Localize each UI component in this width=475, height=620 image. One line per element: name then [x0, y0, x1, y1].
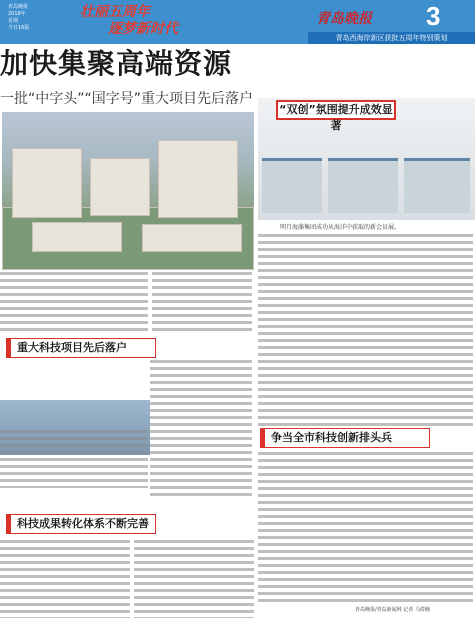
anniversary-slogan	[80, 4, 280, 40]
exhibit-booth	[262, 158, 322, 213]
paper-name: 青岛晚报	[316, 11, 372, 27]
byline: 青岛晚报/青岛新闻网 记者 马倩楠	[355, 607, 430, 613]
article-column	[0, 430, 148, 488]
building	[90, 158, 150, 216]
article-column	[0, 272, 148, 332]
masthead-bar	[0, 0, 475, 44]
masthead-info-line: 星期	[8, 18, 19, 24]
page-number: 3	[426, 1, 441, 31]
sub-headline: 一批“中字头”“国字号”重大项目先后落户	[0, 91, 254, 107]
exhibit-booth	[404, 158, 470, 213]
article-column	[0, 540, 130, 618]
building	[158, 140, 238, 218]
article-column	[150, 360, 252, 500]
masthead-info-line: 今日16版	[8, 25, 30, 31]
masthead-info-line: 青岛晚报	[8, 4, 29, 10]
main-headline: 加快集聚高端资源	[0, 47, 233, 80]
photo-caption: 明月海藻集团成功从海洋中获取的新会员展。	[280, 224, 401, 231]
special-report-banner: 青岛西海岸新区获批五周年特别策划	[308, 32, 475, 44]
slogan-line-1: 壮丽五周年	[80, 4, 150, 20]
slogan-line-2: 逐梦新时代	[108, 21, 178, 37]
article-column	[258, 452, 473, 602]
section-heading-tech-transfer: 科技成果转化体系不断完善	[6, 514, 156, 534]
photo2-headline: “双创”氛围提升成效显著	[276, 100, 396, 120]
building	[32, 222, 122, 252]
section-heading-innovation: 争当全市科技创新排头兵	[260, 428, 430, 448]
exhibit-booth	[328, 158, 398, 213]
building	[142, 224, 242, 252]
article-column	[134, 540, 254, 618]
section-heading-major-projects: 重大科技项目先后落户	[6, 338, 156, 358]
photo-caption: 建设中的中科院海洋大科学研究中心。张殿光 摄	[16, 374, 144, 381]
building	[12, 148, 82, 218]
article-column	[258, 234, 473, 426]
masthead-info-line: 2018年	[8, 11, 26, 17]
masthead-info	[8, 4, 66, 34]
article-column	[152, 272, 252, 332]
